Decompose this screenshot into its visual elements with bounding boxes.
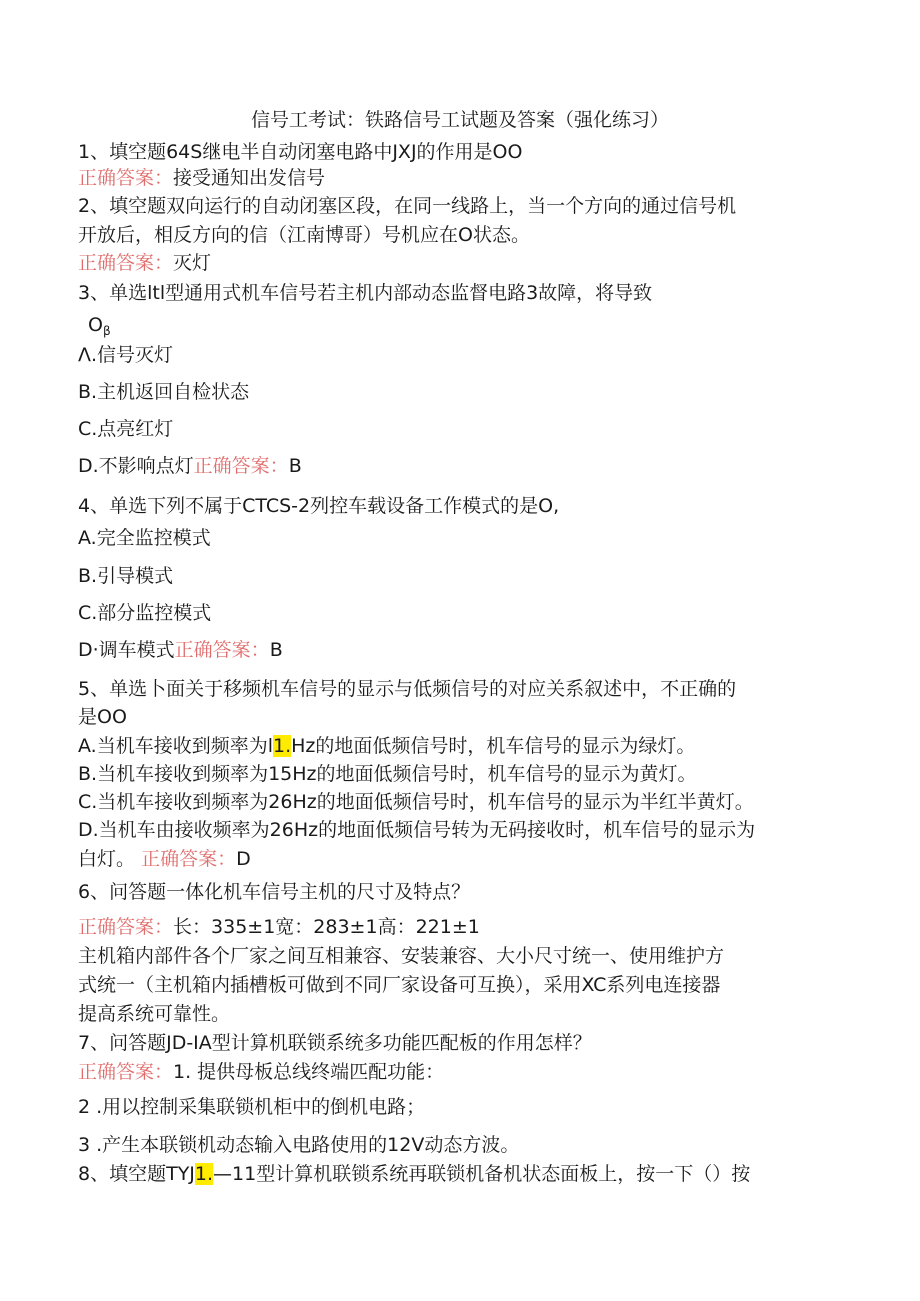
q5-option-d-line1: D.当机车由接收频率为26Hz的地面低频信号转为无码接收时，机车信号的显示为: [78, 819, 756, 841]
q1-answer-line: [78, 166, 325, 190]
answer-label: 正确答案：: [141, 848, 237, 870]
q3-answer: B: [288, 455, 302, 477]
answer-label: 正确答案：: [174, 639, 270, 661]
q6-answer-line: [78, 915, 480, 939]
q4-option-c: C.部分监控模式: [78, 602, 212, 624]
q5-option-b: B.当机车接收到频率为15Hz的地面低频信号时，机车信号的显示为黄灯。: [78, 763, 697, 785]
answer-label: 正确答案：: [193, 455, 289, 477]
q6-question: 6、问答题一体化机车信号主机的尺寸及特点？: [78, 881, 471, 903]
q2-answer-line: [78, 251, 211, 275]
q7-question: 7、问答题JD-IA型计算机联锁系统多功能匹配板的作用怎样？: [78, 1032, 592, 1054]
q6-answer: 长：335±1宽：283±1高：221±1: [173, 916, 480, 938]
answer-label: 正确答案：: [78, 167, 174, 189]
q2-question-line1: 2、填空题双向运行的自动闭塞区段，在同一线路上，当一个方向的通过信号机: [78, 195, 737, 217]
q5-question-line1: 5、单选卜面关于移频机车信号的显示与低频信号的对应关系叙述中，不正确的: [78, 678, 737, 700]
q7-answer-line: [78, 1060, 444, 1084]
q5-option-a: A.当机车接收到频率为l1.Hz的地面低频信号时，机车信号的显示为绿灯。: [78, 735, 696, 757]
q4-answer: B: [269, 639, 283, 661]
q2-answer: 灭灯: [173, 252, 212, 274]
q6-body-line1: 主机箱内部件各个厂家之间互相兼容、安装兼容、大小尺寸统一、使用维护方: [78, 945, 725, 967]
q5-option-c: C.当机车接收到频率为26Hz的地面低频信号时，机车信号的显示为半红半黄灯。: [78, 791, 754, 813]
q7-item-2: 2 .用以控制采集联锁机柜中的倒机电路；: [78, 1096, 426, 1118]
q3-question-line2: $O_\beta$: [88, 314, 111, 338]
q4-option-a: A.完全监控模式: [78, 527, 211, 549]
q6-body-line3: 提高系统可靠性。: [78, 1003, 231, 1025]
q3-option-d: D.不影响点灯正确答案：B: [78, 455, 302, 477]
answer-label: 正确答案：: [78, 916, 174, 938]
q4-option-b: B.引导模式: [78, 565, 174, 587]
q4-option-d: D·调车模式正确答案：B: [78, 639, 283, 661]
q1-question: 1、填空题64S继电半自动闭塞电路中JXJ的作用是OO: [78, 141, 523, 163]
answer-label: 正确答案：: [78, 1061, 174, 1083]
q1-answer: 接受通知出发信号: [173, 167, 326, 189]
answer-label: 正确答案：: [78, 252, 174, 274]
q4-question: 4、单选下列不属于CTCS-2列控车载设备工作模式的是O,: [78, 495, 560, 517]
q3-option-c: C.点亮红灯: [78, 418, 174, 440]
q7-answer: 1. 提供母板总线终端匹配功能：: [173, 1061, 445, 1083]
q3-question-line1: 3、单选ltl型通用式机车信号若主机内部动态监督电路3故障，将导致: [78, 282, 653, 304]
q7-item-3: 3 .产生本联锁机动态输入电路使用的12V动态方波。: [78, 1134, 520, 1156]
q3-option-b: B.主机返回自检状态: [78, 381, 250, 403]
q2-question-line2: 开放后，相反方向的信（江南博哥）号机应在O状态。: [78, 224, 530, 246]
highlight: 1.: [194, 1163, 214, 1185]
q8-question: 8、填空题TYJ1.—11型计算机联锁系统再联锁机备机状态面板上，按一下（）按: [78, 1163, 751, 1185]
q6-body-line2: 式统一（主机箱内插槽板可做到不同厂家设备可互换），采用XC系列电连接器: [78, 974, 721, 996]
q5-option-d-line2: 白灯。 正确答案：D: [78, 848, 251, 870]
document-title: 信号工考试：铁路信号工试题及答案（强化练习）: [250, 109, 669, 131]
q3-option-a: Λ.信号灭灯: [78, 344, 174, 366]
q5-answer: D: [236, 848, 251, 870]
highlight: 1.: [272, 735, 292, 757]
q5-question-line2: 是OO: [78, 706, 127, 728]
